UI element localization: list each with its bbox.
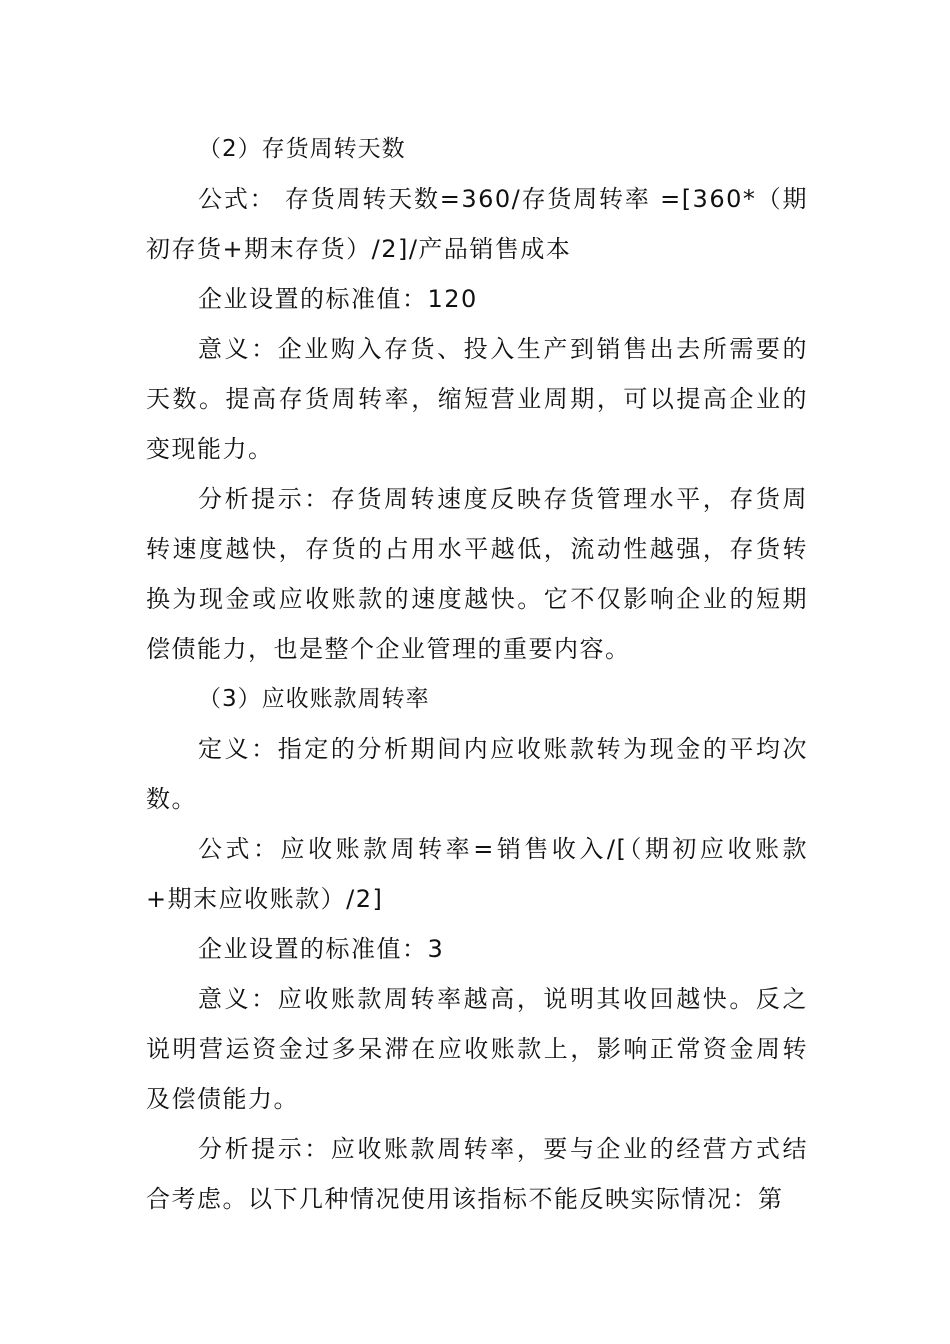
paragraph-receivables-analysis: 分析提示：应收账款周转率，要与企业的经营方式结合考虑。以下几种情况使用该指标不能反映实际情况：第: [146, 1135, 808, 1213]
section-heading-receivables-turnover: （3）应收账款周转率: [198, 686, 430, 712]
paragraph-receivables-formula: 公式：应收账款周转率=销售收入/[（期初应收账款+期末应收账款）/2]: [146, 835, 808, 913]
paragraph-inventory-days-formula: 公式： 存货周转天数=360/存货周转率 =[360*（期初存货+期末存货）/2]/产品销售成本: [146, 185, 808, 263]
section-heading-inventory-days: （2）存货周转天数: [198, 136, 406, 162]
paragraph-receivables-standard: 企业设置的标准值：3: [198, 935, 445, 963]
document-body: [146, 124, 808, 1224]
paragraph-inventory-days-meaning: 意义：企业购入存货、投入生产到销售出去所需要的天数。提高存货周转率，缩短营业周期，可以提高企业的变现能力。: [146, 335, 808, 463]
paragraph-inventory-days-standard: 企业设置的标准值：120: [198, 285, 478, 313]
paragraph-inventory-days-analysis: 分析提示：存货周转速度反映存货管理水平，存货周转速度越快，存货的占用水平越低，流动性越强，存货转换为现金或应收账款的速度越快。它不仅影响企业的短期偿债能力，也是整个企业管理的重要内容。: [146, 485, 808, 663]
paragraph-receivables-meaning: 意义：应收账款周转率越高，说明其收回越快。反之说明营运资金过多呆滞在应收账款上，影响正常资金周转及偿债能力。: [146, 985, 808, 1113]
paragraph-receivables-definition: 定义：指定的分析期间内应收账款转为现金的平均次数。: [146, 735, 808, 813]
